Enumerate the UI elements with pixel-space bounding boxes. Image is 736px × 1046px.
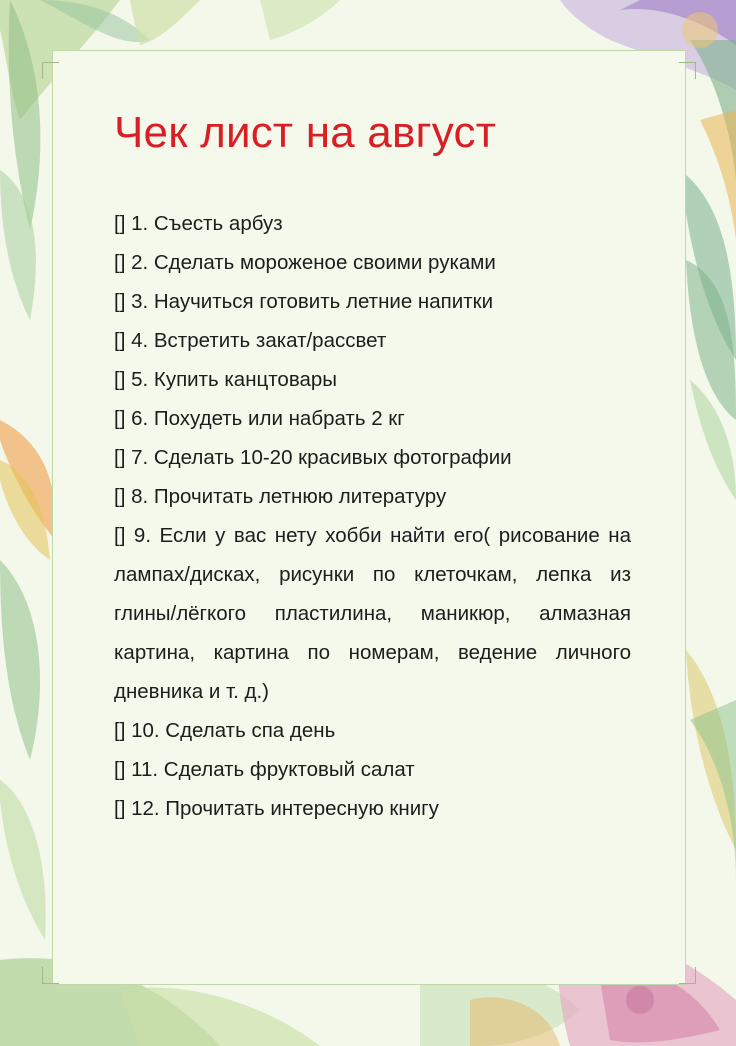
checklist-item: [] 6. Похудеть или набрать 2 кг bbox=[114, 407, 405, 430]
checklist-item: [] 7. Сделать 10-20 красивых фотографии bbox=[114, 446, 512, 469]
checklist-item: [] 5. Купить канцтовары bbox=[114, 368, 338, 391]
checklist-item: [] 10. Сделать спа день bbox=[114, 719, 336, 742]
page-title: Чек лист на август bbox=[114, 108, 497, 157]
checklist-item: [] 11. Сделать фруктовый салат bbox=[114, 758, 415, 781]
checklist bbox=[114, 204, 631, 828]
checklist-item: [] 2. Сделать мороженое своими руками bbox=[114, 251, 496, 274]
checklist-item: [] 4. Встретить закат/рассвет bbox=[114, 329, 387, 352]
checklist-item: [] 8. Прочитать летнюю литературу bbox=[114, 485, 447, 508]
checklist-item: [] 1. Съесть арбуз bbox=[114, 212, 283, 235]
checklist-item: [] 12. Прочитать интересную книгу bbox=[114, 797, 439, 820]
checklist-item: [] 3. Научиться готовить летние напитки bbox=[114, 290, 494, 313]
checklist-item: [] 9. Если у вас нету хобби найти его( рисование на лампах/дисках, рисунки по клеточкам, лепка из глины/лёгкого пластилина, маникюр, алмазная картина, картина по номерам, ведение личного дневника и т. д.) bbox=[114, 524, 631, 703]
checklist-content bbox=[52, 50, 686, 985]
